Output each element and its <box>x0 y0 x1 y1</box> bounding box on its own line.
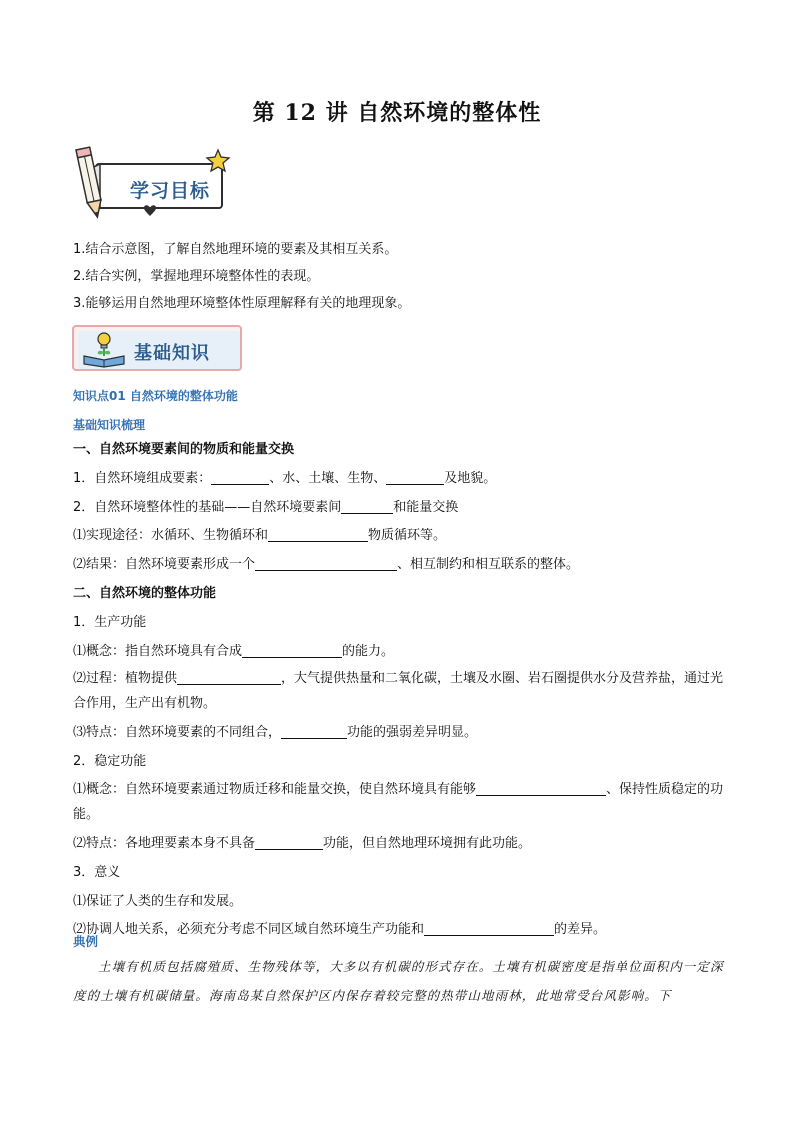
sub-heading: 基础知识梳理 <box>73 418 146 432</box>
section-title: 一、自然环境要素间的物质和能量交换 <box>73 442 295 457</box>
subsection-title: 3．意义 <box>73 864 121 880</box>
fill-line: ⑵协调人地关系，必须充分考虑不同区域自然环境生产功能和 的差异。 <box>73 922 607 938</box>
fill-line: 2．自然环境整体性的基础——自然环境要素间 和能量交换 <box>73 499 459 515</box>
answer-blank[interactable] <box>476 782 606 796</box>
goal-item: 2.结合实例，掌握地理环境整体性的表现。 <box>73 269 320 284</box>
section-title: 二、自然环境的整体功能 <box>73 585 217 601</box>
goal-item: 1.结合示意图，了解自然地理环境的要素及其相互关系。 <box>73 242 398 257</box>
fill-line: ⑵过程：植物提供 ，大气提供热量和二氧化碳，土壤及水圈、岩石圈提供水分及营养盐，通过光合作用，生产出有机物。 <box>73 671 724 712</box>
answer-blank[interactable] <box>386 471 444 485</box>
answer-blank[interactable] <box>424 922 554 936</box>
answer-blank[interactable] <box>211 471 269 485</box>
fill-line: ⑶特点：自然环境要素的不同组合， 功能的强弱差异明显。 <box>73 725 478 741</box>
subsection-title: 1．生产功能 <box>73 614 147 630</box>
fill-line: ⑴实现途径：水循环、生物循环和 物质循环等。 <box>73 528 447 544</box>
subsection-title: 2．稳定功能 <box>73 754 147 770</box>
learning-goals-banner <box>64 146 240 222</box>
main-content <box>73 436 733 945</box>
fill-line: ⑴概念：指自然环境具有合成 的能力。 <box>73 643 395 659</box>
fill-line: ⑵特点：各地理要素本身不具备 功能，但自然地理环境拥有此功能。 <box>73 835 532 851</box>
answer-blank[interactable] <box>255 557 397 571</box>
answer-blank[interactable] <box>281 725 347 739</box>
fill-line: 1．自然环境组成要素： 、水、土壤、生物、 及地貌。 <box>73 470 497 486</box>
basic-knowledge-banner <box>72 325 246 373</box>
goals-list <box>73 236 733 317</box>
basic-knowledge-label: 基础知识 <box>134 343 210 364</box>
answer-blank[interactable] <box>242 644 342 658</box>
answer-blank[interactable] <box>268 528 368 542</box>
answer-blank[interactable] <box>341 500 393 514</box>
goal-item: 3.能够运用自然地理环境整体性原理解释有关的地理现象。 <box>73 296 411 311</box>
fill-line: ⑴概念：自然环境要素通过物质迁移和能量交换，使自然环境具有能够 、保持性质稳定的功能。 <box>73 781 724 822</box>
text-line: ⑴保证了人类的生存和发展。 <box>73 893 243 909</box>
learning-goals-label: 学习目标 <box>129 180 210 202</box>
knowledge-point-heading: 知识点01 自然环境的整体功能 <box>73 389 238 403</box>
page-title: 第 12 讲 自然环境的整体性 <box>252 100 542 126</box>
fill-line: ⑵结果：自然环境要素形成一个 、相互制约和相互联系的整体。 <box>73 557 580 573</box>
answer-blank[interactable] <box>255 836 323 850</box>
example-text: 土壤有机质包括腐殖质、生物残体等，大多以有机碳的形式存在。土壤有机碳密度是指单位面积内一定深度的土壤有机碳储量。海南岛某自然保护区内保存着较完整的热带山地雨林，此地常受台风影响。下 <box>73 959 724 1003</box>
example-label: 典例 <box>73 934 99 949</box>
book-lightbulb-icon <box>80 330 128 368</box>
answer-blank[interactable] <box>177 671 281 685</box>
